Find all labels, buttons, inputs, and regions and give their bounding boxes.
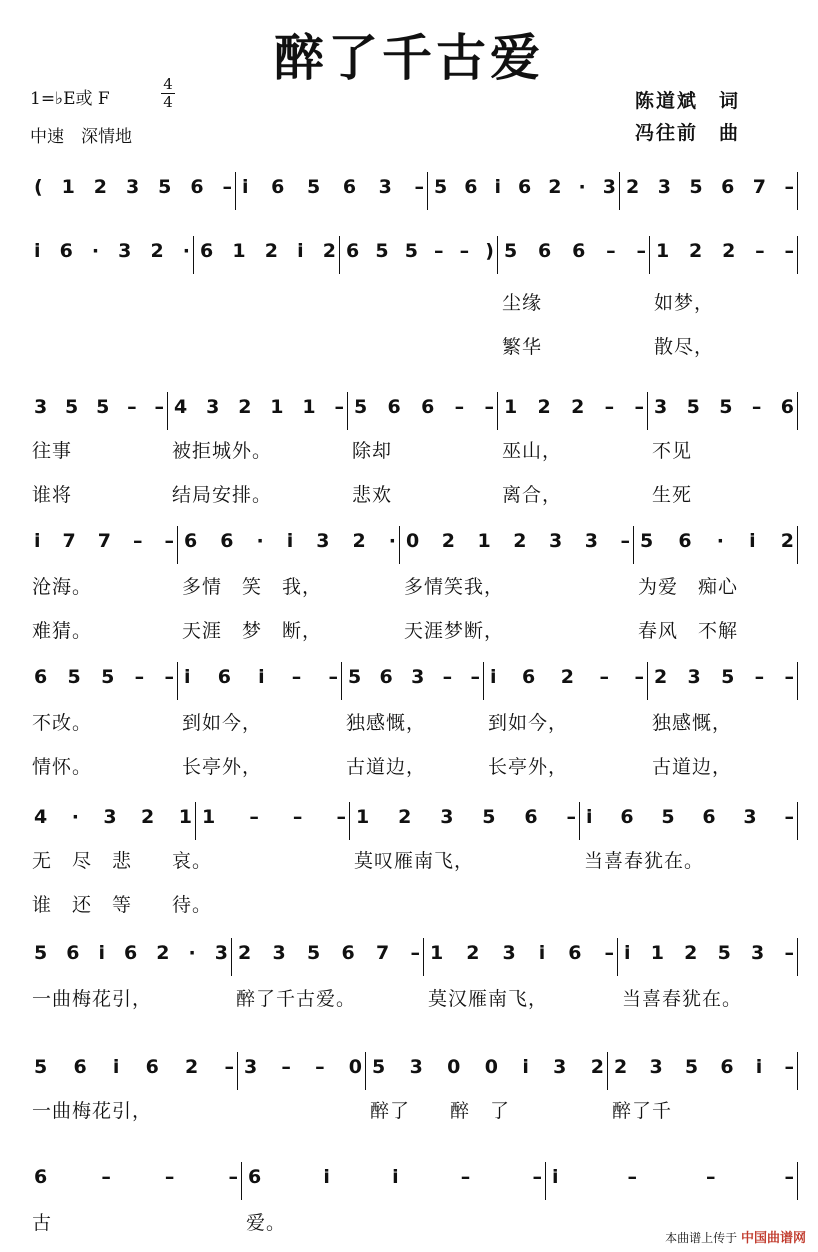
lyric-verse-1: 莫叹雁南飞， [354,850,475,872]
measure-notes: 5 6 6 – – [504,240,646,262]
measure [340,240,498,300]
footer-text: 本曲谱上传于 [665,1231,738,1245]
score-system-7 [28,942,798,1062]
measure-notes: ( 1 2 3 5 6 – [34,176,232,198]
barline [797,1162,798,1200]
lyric-verse-1: 巫山， [502,440,563,462]
measure-notes: 6 5 5 – – [34,666,174,688]
lyric-verse-1: 当喜春犹在。 [584,850,705,872]
measure-notes: 5 6 3 – – [348,666,480,688]
measure-notes: 5 6 i 6 2 · 3 [434,176,616,198]
measure [28,530,178,642]
lyric-verse-1: 到如今， [488,712,569,734]
time-signature [160,76,176,111]
lyric-verse-1: 一曲梅花引， [32,1100,153,1122]
measure [28,942,232,1010]
measure [620,176,798,236]
barline [797,1052,798,1090]
lyric-verse-2: 难猜。 [32,620,93,642]
lyric-verse-1: 当喜春犹在。 [622,988,743,1010]
measure [618,942,798,1010]
lyric-verse-1: 莫汉雁南飞， [428,988,549,1010]
measure-notes: 5 3 0 0 i 3 2 [372,1056,604,1078]
site-name: 中国曲谱网 [740,1231,806,1246]
measure [178,666,342,778]
measure-notes: 6 i i – – [248,1166,542,1188]
lyric-verse-1: 无 尽 悲 哀。 [32,850,213,872]
lyric-verse-1: 尘缘 [502,292,543,314]
measure-notes: 3 5 5 – 6 [654,396,794,418]
measure-notes: 2 3 5 – – [654,666,794,688]
measure-notes: i 6 5 6 3 – [242,176,424,198]
measure-notes: 1 – – – [202,806,346,828]
measure-notes: 0 2 1 2 3 3 – [406,530,630,552]
measure-notes: 1 2 3 i 6 – [430,942,614,964]
barline [797,802,798,840]
measure [194,240,340,300]
lyric-verse-2: 长亭外， [488,756,569,778]
barline [797,662,798,700]
score-system-6 [28,806,798,926]
measure-notes: i 7 7 – – [34,530,174,552]
measure [236,176,428,236]
measure-notes: i 6 2 – – [490,666,644,688]
lyric-verse-1: 醉了千古爱。 [236,988,357,1010]
measure-notes: 6 1 2 i 2 [200,240,336,262]
score-system-4 [28,530,798,650]
lyric-verse-2: 古道边， [652,756,733,778]
score-system-3 [28,396,798,516]
lyric-verse-1: 沧海。 [32,576,93,598]
measure [366,1056,608,1122]
measure [498,240,650,358]
lyric-verse-2: 古道边， [346,756,427,778]
measure [648,666,798,778]
measure-notes: i 6 · 3 2 · [34,240,190,262]
lyric-verse-2: 生死 [652,484,693,506]
lyric-verse-1: 爱。 [246,1212,287,1234]
lyric-verse-2: 谁将 [32,484,73,506]
measure [28,176,236,236]
measure [348,396,498,506]
key-signature: 1=♭E或 F [30,89,110,109]
lyric-verse-1: 多情 笑 我， [182,576,323,598]
measure [498,396,648,506]
measure-notes: 3 – – 0 [244,1056,362,1078]
measure-notes: 2 3 5 6 7 – [626,176,794,198]
measure-notes: 6 6 · i 3 2 · [184,530,396,552]
lyric-verse-2: 离合， [502,484,563,506]
measure-notes: 4 3 2 1 1 – [174,396,344,418]
lyric-verse-1: 如梦， [654,292,715,314]
tempo-marking: 中速 深情地 [30,127,132,147]
measure [178,530,400,642]
measure-notes: 1 2 2 – – [656,240,794,262]
measure [484,666,648,778]
lyric-verse-1: 一曲梅花引， [32,988,153,1010]
lyric-verse-1: 被拒城外。 [172,440,273,462]
meter-bottom: 4 [163,93,173,111]
lyric-verse-1: 为爱 痴心 [638,576,739,598]
measure-notes: i 1 2 5 3 – [624,942,794,964]
measure [28,1056,238,1122]
measure-notes: 1 2 3 5 6 – [356,806,576,828]
measure [342,666,484,778]
lyric-verse-1: 醉了 醉 了 [370,1100,511,1122]
measure-notes: 3 5 5 – – [34,396,164,418]
lyric-verse-2: 结局安排。 [172,484,273,506]
measure [242,1166,546,1234]
measure [608,1056,798,1122]
measure [634,530,798,642]
measure [428,176,620,236]
lyric-verse-2: 散尽， [654,336,715,358]
lyric-verse-1: 到如今， [182,712,263,734]
measure [350,806,580,872]
measure [28,240,194,300]
measure [28,396,168,506]
barline [797,526,798,564]
measure [28,1166,242,1234]
lyric-verse-2: 情怀。 [32,756,93,778]
lyric-verse-2: 悲欢 [352,484,393,506]
measure-notes: 4 · 3 2 1 [34,806,192,828]
measure [196,806,350,866]
meter-top: 4 [163,75,173,93]
lyric-verse-1: 除却 [352,440,393,462]
lyricist-credit: 陈道斌 词 [635,90,741,112]
lyric-verse-1: 古 [32,1212,53,1234]
lyric-verse-2: 谁 还 等 待。 [32,894,213,916]
measure-notes: 6 5 5 – – ) [346,240,494,262]
measure-notes: 5 6 · i 2 [640,530,794,552]
score-system-5 [28,666,798,786]
measure-notes: 1 2 2 – – [504,396,644,418]
measure [580,806,798,872]
score-system-2 [28,240,798,360]
measure [424,942,618,1010]
lyric-verse-1: 不见 [652,440,693,462]
measure [168,396,348,506]
measure [28,666,178,778]
measure-notes: 2 3 5 6 i – [614,1056,794,1078]
lyric-verse-2: 春风 不解 [638,620,739,642]
measure-notes: 5 6 i 6 2 – [34,1056,234,1078]
measure [232,942,424,1010]
measure [238,1056,366,1116]
upload-footer [665,1227,806,1246]
lyric-verse-1: 不改。 [32,712,93,734]
lyric-verse-1: 独感慨， [652,712,733,734]
measure [648,396,798,506]
lyric-verse-1: 独感慨， [346,712,427,734]
measure [546,1166,798,1226]
measure-notes: i 6 5 6 3 – [586,806,794,828]
score-system-8 [28,1056,798,1176]
lyric-verse-1: 往事 [32,440,73,462]
measure-notes: 2 3 5 6 7 – [238,942,420,964]
measure-notes: i – – – [552,1166,794,1188]
measure-notes: 5 6 6 – – [354,396,494,418]
measure [650,240,798,358]
measure [28,806,213,916]
lyric-verse-1: 多情笑我， [404,576,505,598]
lyric-verse-1: 醉了千 [612,1100,673,1122]
lyric-verse-2: 繁华 [502,336,543,358]
measure-notes: 6 – – – [34,1166,238,1188]
composer-credit: 冯往前 曲 [635,122,741,144]
barline [797,172,798,210]
measure [400,530,634,642]
barline [797,938,798,976]
measure-notes: 5 6 i 6 2 · 3 [34,942,228,964]
lyric-verse-2: 长亭外， [182,756,263,778]
song-title: 醉了千古爱 [274,29,544,87]
lyric-verse-2: 天涯 梦 断， [182,620,323,642]
barline [797,392,798,430]
barline [797,236,798,274]
measure-notes: i 6 i – – [184,666,338,688]
lyric-verse-2: 天涯梦断， [404,620,505,642]
